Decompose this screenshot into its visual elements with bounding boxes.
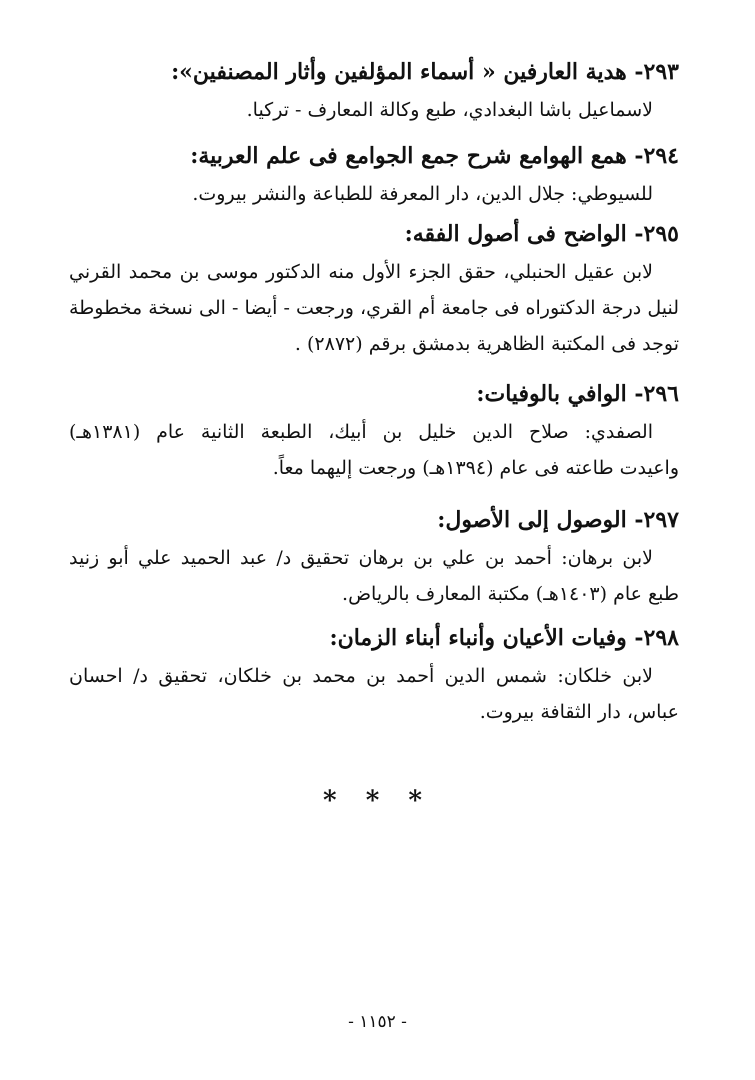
entry-text-line: واعيدت طاعته فى عام (١٣٩٤هـ) ورجعت إليهما معاً. [272,457,679,479]
entry-text-line: لاسماعيل باشا البغدادي، طبع وكالة المعارف - تركيا. [246,99,653,121]
page-number: - ١١٥٢ - [348,1012,407,1032]
entry-text-line: طبع عام (١٤٠٣هـ) مكتبة المعارف بالرياض. [342,583,679,605]
entry-text-line: لابن برهان: أحمد بن علي بن برهان تحقيق د/ عبد الحميد علي أبو زنيد [69,547,653,569]
entry-text-line: عباس، دار الثقافة بيروت. [479,701,679,723]
entry-296 [69,374,679,486]
entry-heading: ٢٩٤- همع الهوامع شرح جمع الجوامع فى علم العربية: [190,143,679,169]
entry-293 [69,52,679,128]
entry-295 [69,214,679,362]
entry-298 [69,618,679,730]
entry-heading: ٢٩٦- الوافي بالوفيات: [476,381,679,407]
entry-text-line: لابن عقيل الحنبلي، حقق الجزء الأول منه الدكتور موسى بن محمد القرني [69,261,653,283]
entry-text-line: لنيل درجة الدكتوراه فى جامعة أم القري، ورجعت - أيضا - الى نسخة مخطوطة [69,297,679,319]
entry-heading: ٢٩٣- هدية العارفين « أسماء المؤلفين وأثار المصنفين»: [171,59,679,85]
entry-heading: ٢٩٨- وفيات الأعيان وأنباء أبناء الزمان: [329,625,679,651]
entry-297 [69,500,679,612]
entry-heading: ٢٩٧- الوصول إلى الأصول: [437,507,679,533]
entry-text-line: الصفدي: صلاح الدين خليل بن أبيك، الطبعة الثانية عام (١٣٨١هـ) [69,421,653,443]
entry-text-line: للسيوطي: جلال الدين، دار المعرفة للطباعة والنشر بيروت. [192,183,653,205]
entry-294 [69,136,679,212]
entry-heading: ٢٩٥- الواضح فى أصول الفقه: [404,221,679,247]
section-separator: * * * [323,786,432,816]
entry-text-line: لابن خلكان: شمس الدين أحمد بن محمد بن خلكان، تحقيق د/ احسان [69,665,653,687]
entry-text-line: توجد فى المكتبة الظاهرية بدمشق برقم (٢٨٧٢) . [294,333,679,355]
